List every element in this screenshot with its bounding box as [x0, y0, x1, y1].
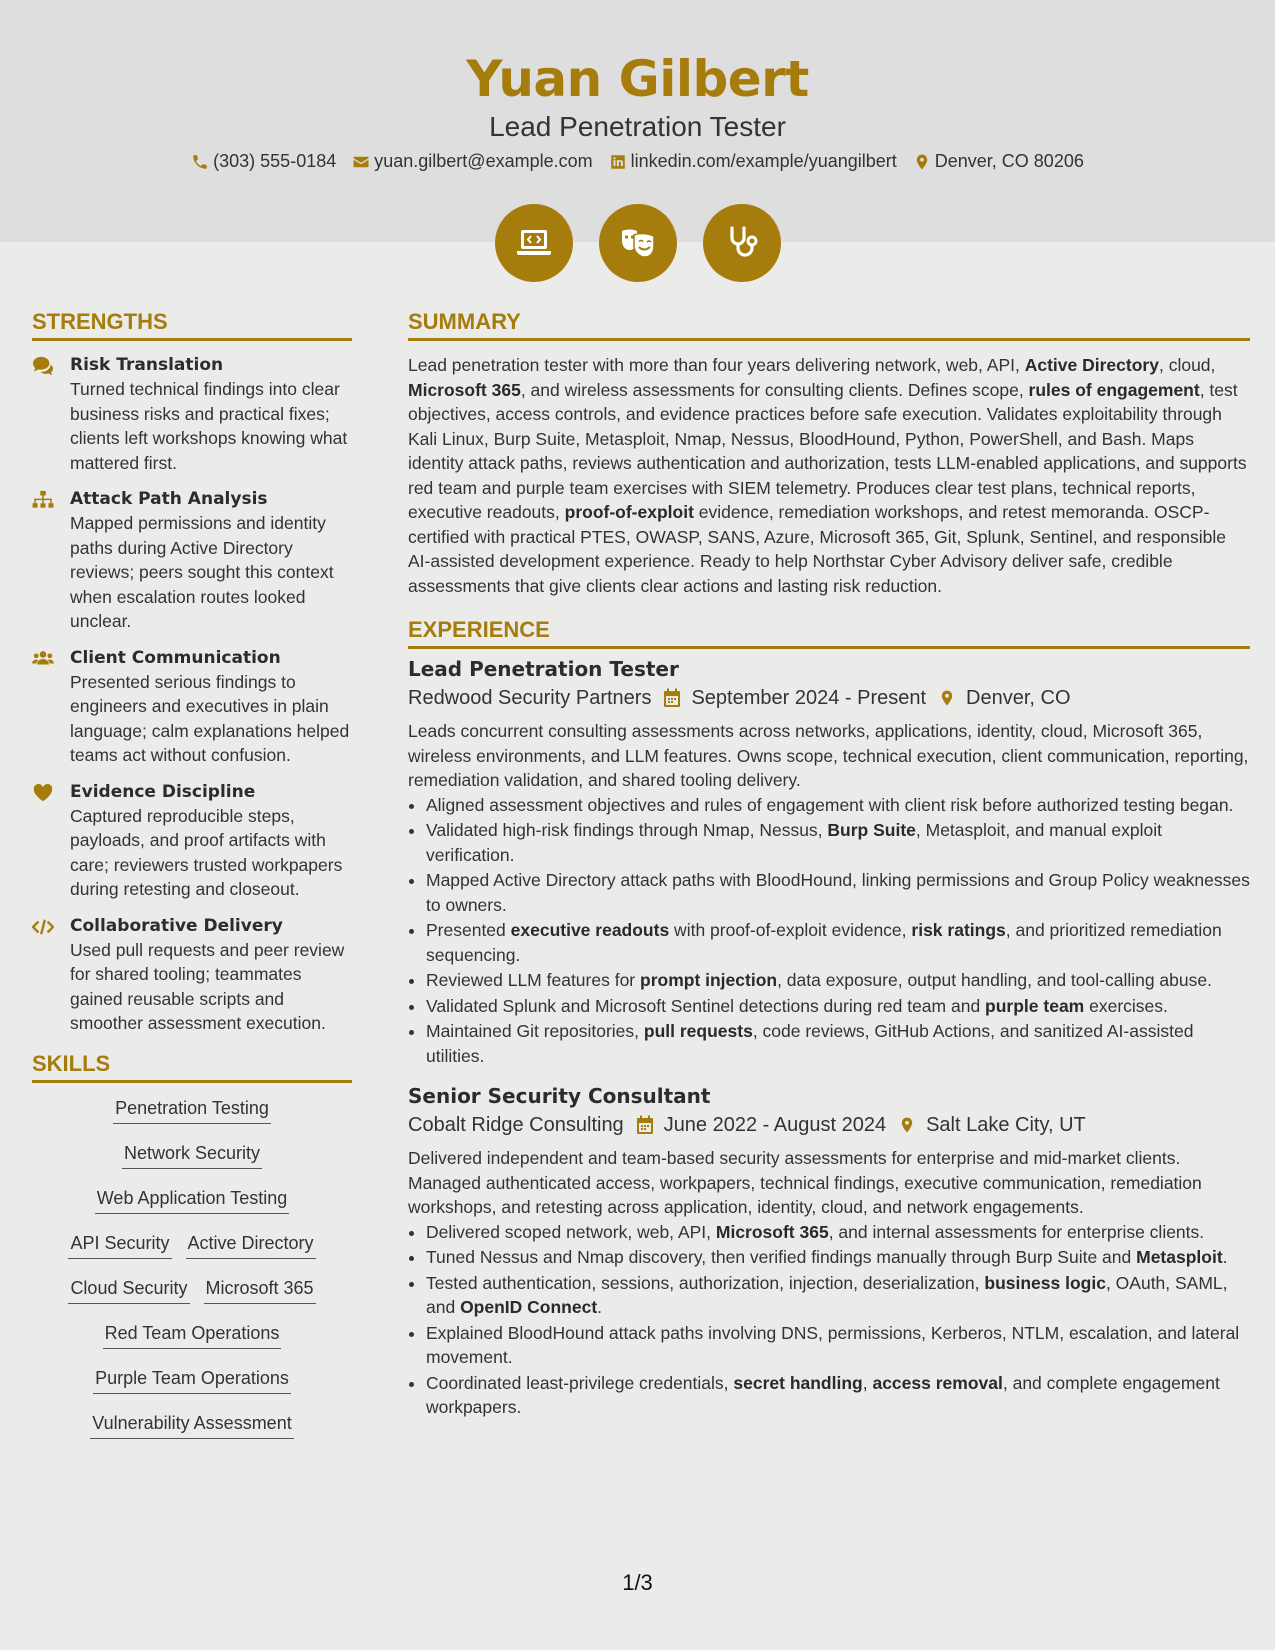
strength-item: [32, 646, 352, 768]
job-bullet: [426, 1271, 1250, 1320]
theater-masks-badge: [599, 204, 677, 282]
text-run: , OAuth, SAML, and: [426, 1272, 1228, 1317]
contact-location: [913, 151, 1084, 172]
strength-item: [32, 780, 352, 902]
text-run: , data exposure, output handling, and tool-calling abuse.: [777, 970, 1212, 990]
experience-heading: EXPERIENCE: [408, 616, 1250, 649]
map-marker-icon: [898, 1115, 916, 1135]
strength-title: Collaborative Delivery: [70, 915, 283, 936]
text-run: , test objectives, access controls, and evidence practices before safe execution. Validates exploitability through Kali Linux, Burp Suite, Metasploit, Nmap, Nessus, BloodHound, Python, PowerShell, and Bash. Maps identity attack paths, reviews authentication and authorization, tests LLM-enabled applications, and supports red team and purple team exercises with SIEM telemetry. Produces clear test plans, technical reports, executive readouts,: [408, 379, 1247, 522]
skill-row: [32, 1365, 352, 1410]
job-bullet: [426, 793, 1250, 818]
code-icon: [32, 917, 54, 937]
job-company: Cobalt Ridge Consulting: [408, 1114, 624, 1136]
right-column: [408, 308, 1250, 1421]
emphasis-text: Microsoft 365: [715, 1221, 829, 1242]
laptop-code-badge: [495, 204, 573, 282]
linkedin-text: linkedin.com/example/yuangilbert: [630, 151, 897, 171]
page-number: 1/3: [622, 1570, 653, 1595]
skill-row: [32, 1230, 352, 1275]
emphasis-text: secret handling: [733, 1372, 863, 1393]
job-bullets: [408, 793, 1250, 1069]
skill-tag: Network Security: [122, 1140, 262, 1169]
text-run: Validated Splunk and Microsoft Sentinel detections during red team and: [426, 995, 986, 1016]
calendar-icon: [636, 1115, 654, 1135]
email-text: yuan.gilbert@example.com: [374, 151, 593, 171]
text-run: Coordinated least-privilege credentials,: [426, 1372, 734, 1393]
job-meta: [408, 1110, 1250, 1140]
text-run: Tuned Nessus and Nmap discovery, then verified findings manually through Burp Suite and: [426, 1247, 1137, 1267]
text-run: .: [1222, 1247, 1228, 1267]
emphasis-text: purple team: [985, 995, 1085, 1016]
job-bullet: [426, 1245, 1250, 1270]
emphasis-text: Metasploit: [1136, 1247, 1223, 1267]
text-run: exercises.: [1084, 995, 1168, 1016]
emphasis-text: business logic: [984, 1272, 1106, 1293]
text-run: , and prioritized remediation sequencing.: [426, 920, 1222, 965]
job-entry: [408, 1082, 1250, 1420]
text-run: Tested authentication, sessions, authorization, injection, deserialization,: [426, 1272, 985, 1293]
text-run: Explained BloodHound attack paths involving DNS, permissions, Kerberos, NTLM, escalation, and lateral movement.: [426, 1322, 1240, 1367]
calendar-icon: [663, 688, 681, 708]
skill-row: [32, 1095, 352, 1140]
text-run: Lead penetration tester with more than four years delivering network, web, API,: [408, 355, 1025, 375]
job-bullet: [426, 968, 1250, 993]
strength-desc: Captured reproducible steps, payloads, and proof artifacts with care; reviewers trusted workpapers during retesting and closeout.: [70, 805, 343, 899]
strength-item: [32, 487, 352, 634]
emphasis-text: Active Directory: [1024, 355, 1159, 375]
job-bullet: [426, 1371, 1250, 1420]
skill-row: [32, 1320, 352, 1365]
job-meta: [408, 683, 1250, 713]
phone-text: (303) 555-0184: [213, 151, 337, 171]
strength-desc: Used pull requests and peer review for shared tooling; teammates gained reusable scripts and smoother assessment execution.: [70, 939, 345, 1033]
skill-row: [32, 1185, 352, 1230]
stethoscope-badge: [703, 204, 781, 282]
map-marker-icon: [938, 688, 956, 708]
job-company: Redwood Security Partners: [408, 687, 652, 709]
text-run: , and wireless assessments for consulting clients. Defines scope,: [520, 379, 1029, 400]
emphasis-text: access removal: [872, 1372, 1003, 1393]
text-run: evidence, remediation workshops, and retest memoranda. OSCP-certified with practical PTES, OWASP, SANS, Azure, Microsoft 365, Git, Splunk, Sentinel, and responsible AI-assisted development experience. Ready to help Northstar Cyber Advisory deliver safe, credible assessments that give clients clear actions and lasting risk reduction.: [408, 502, 1227, 596]
job-bullet: [426, 868, 1250, 917]
skill-tag: Red Team Operations: [103, 1320, 282, 1349]
sitemap-icon: [32, 490, 54, 510]
left-column: [32, 308, 352, 1455]
job-bullet: [426, 1019, 1250, 1068]
text-run: , code reviews, GitHub Actions, and sanitized AI-assisted utilities.: [426, 1021, 1194, 1066]
skill-tag: Cloud Security: [68, 1275, 189, 1304]
contact-linkedin[interactable]: [609, 151, 897, 172]
strength-item: [32, 353, 352, 475]
job-location: Salt Lake City, UT: [926, 1114, 1086, 1136]
skill-tag: API Security: [68, 1230, 171, 1259]
job-title: Lead Penetration Tester: [408, 657, 679, 681]
job-desc: Delivered independent and team-based security assessments for enterprise and mid-market clients. Managed authenticated access, workpapers, technical findings, executive communication, remediation workshops, and retesting across application, identity, cloud, and network engagements.: [408, 1148, 1202, 1217]
text-run: Presented: [426, 920, 511, 940]
strength-title: Evidence Discipline: [70, 781, 256, 802]
strength-desc: Turned technical findings into clear business risks and practical fixes; clients left workshops knowing what mattered first.: [70, 379, 348, 473]
emphasis-text: prompt injection: [640, 970, 778, 990]
job-bullet: [426, 1220, 1250, 1245]
text-run: Delivered scoped network, web, API,: [426, 1221, 716, 1242]
text-run: , and internal assessments for enterprise clients.: [828, 1221, 1205, 1242]
emphasis-text: Burp Suite: [827, 820, 916, 840]
text-run: Mapped Active Directory attack paths with BloodHound, linking permissions and Group Policy weaknesses to owners.: [426, 870, 1250, 915]
skill-tag: Vulnerability Assessment: [90, 1410, 293, 1439]
strength-title: Attack Path Analysis: [70, 489, 268, 509]
emphasis-text: executive readouts: [510, 920, 670, 940]
text-run: with proof-of-exploit evidence,: [669, 920, 912, 940]
text-run: Maintained Git repositories,: [426, 1021, 644, 1041]
job-location: Denver, CO: [966, 687, 1071, 709]
emphasis-text: proof-of-exploit: [564, 502, 694, 522]
linkedin-icon: [609, 153, 627, 171]
emphasis-text: OpenID Connect: [460, 1297, 598, 1317]
job-bullets: [408, 1220, 1250, 1420]
text-run: ,: [862, 1372, 873, 1393]
strength-title: Client Communication: [70, 647, 281, 668]
phone-icon: [191, 153, 209, 171]
skill-row: [32, 1140, 352, 1185]
summary-heading: SUMMARY: [408, 308, 1250, 341]
emphasis-text: Microsoft 365: [408, 379, 521, 400]
job-title: Senior Security Consultant: [408, 1084, 711, 1108]
summary-text: [408, 353, 1250, 598]
job-bullet: [426, 818, 1250, 867]
text-run: , and complete engagement workpapers.: [426, 1372, 1220, 1417]
job-desc: Leads concurrent consulting assessments across networks, applications, identity, cloud, Microsoft 365, wireless environments, and LLM features. Owns scope, technical execution, client communication, reporting, remediation validation, and shared tooling delivery.: [408, 721, 1249, 790]
strength-item: [32, 914, 352, 1036]
users-icon: [32, 649, 54, 669]
theater-masks-icon: [618, 223, 658, 263]
laptop-code-icon: [514, 223, 554, 263]
job-dates: September 2024 - Present: [691, 687, 927, 709]
skills-list: [32, 1095, 352, 1455]
skill-tag: Penetration Testing: [113, 1095, 271, 1124]
skill-tag: Web Application Testing: [95, 1185, 289, 1214]
contact-email[interactable]: [352, 151, 592, 172]
emphasis-text: rules of engagement: [1028, 379, 1200, 400]
location-text: Denver, CO 80206: [934, 151, 1084, 171]
strength-title: Risk Translation: [70, 355, 224, 375]
job-entry: [408, 655, 1250, 1068]
job-bullet: [426, 918, 1250, 967]
skills-heading: SKILLS: [32, 1050, 352, 1083]
strengths-heading: STRENGTHS: [32, 308, 352, 341]
job-bullet: [426, 994, 1250, 1019]
contact-phone[interactable]: [191, 151, 336, 172]
job-bullet: [426, 1321, 1250, 1370]
skill-row: [32, 1410, 352, 1455]
skill-tag: Active Directory: [186, 1230, 316, 1259]
stethoscope-icon: [722, 223, 762, 263]
text-run: .: [597, 1297, 603, 1317]
job-dates: June 2022 - August 2024: [663, 1114, 887, 1136]
skill-tag: Purple Team Operations: [93, 1365, 291, 1394]
text-run: Aligned assessment objectives and rules of engagement with client risk before authorized testing began.: [426, 794, 1234, 815]
emphasis-text: risk ratings: [911, 920, 1006, 940]
strength-desc: Mapped permissions and identity paths during Active Directory reviews; peers sought this context when escalation routes looked unclear.: [70, 513, 334, 631]
strength-desc: Presented serious findings to engineers and executives in plain language; calm explanations helped teams act without confusion.: [70, 671, 350, 765]
heart-icon: [32, 783, 54, 803]
emphasis-text: pull requests: [643, 1021, 753, 1041]
text-run: , Metasploit, and manual exploit verification.: [426, 820, 1163, 865]
comments-icon: [32, 356, 54, 376]
candidate-name: Yuan Gilbert: [466, 50, 809, 108]
candidate-title: Lead Penetration Tester: [489, 111, 786, 142]
text-run: Reviewed LLM features for: [426, 970, 640, 990]
map-marker-icon: [913, 153, 931, 171]
envelope-icon: [352, 153, 370, 171]
contact-bar: [0, 151, 1275, 172]
text-run: Validated high-risk findings through Nmap, Nessus,: [426, 820, 828, 840]
skill-tag: Microsoft 365: [204, 1275, 316, 1304]
skill-row: [32, 1275, 352, 1320]
badge-row: [0, 204, 1275, 282]
text-run: , cloud,: [1158, 355, 1216, 375]
